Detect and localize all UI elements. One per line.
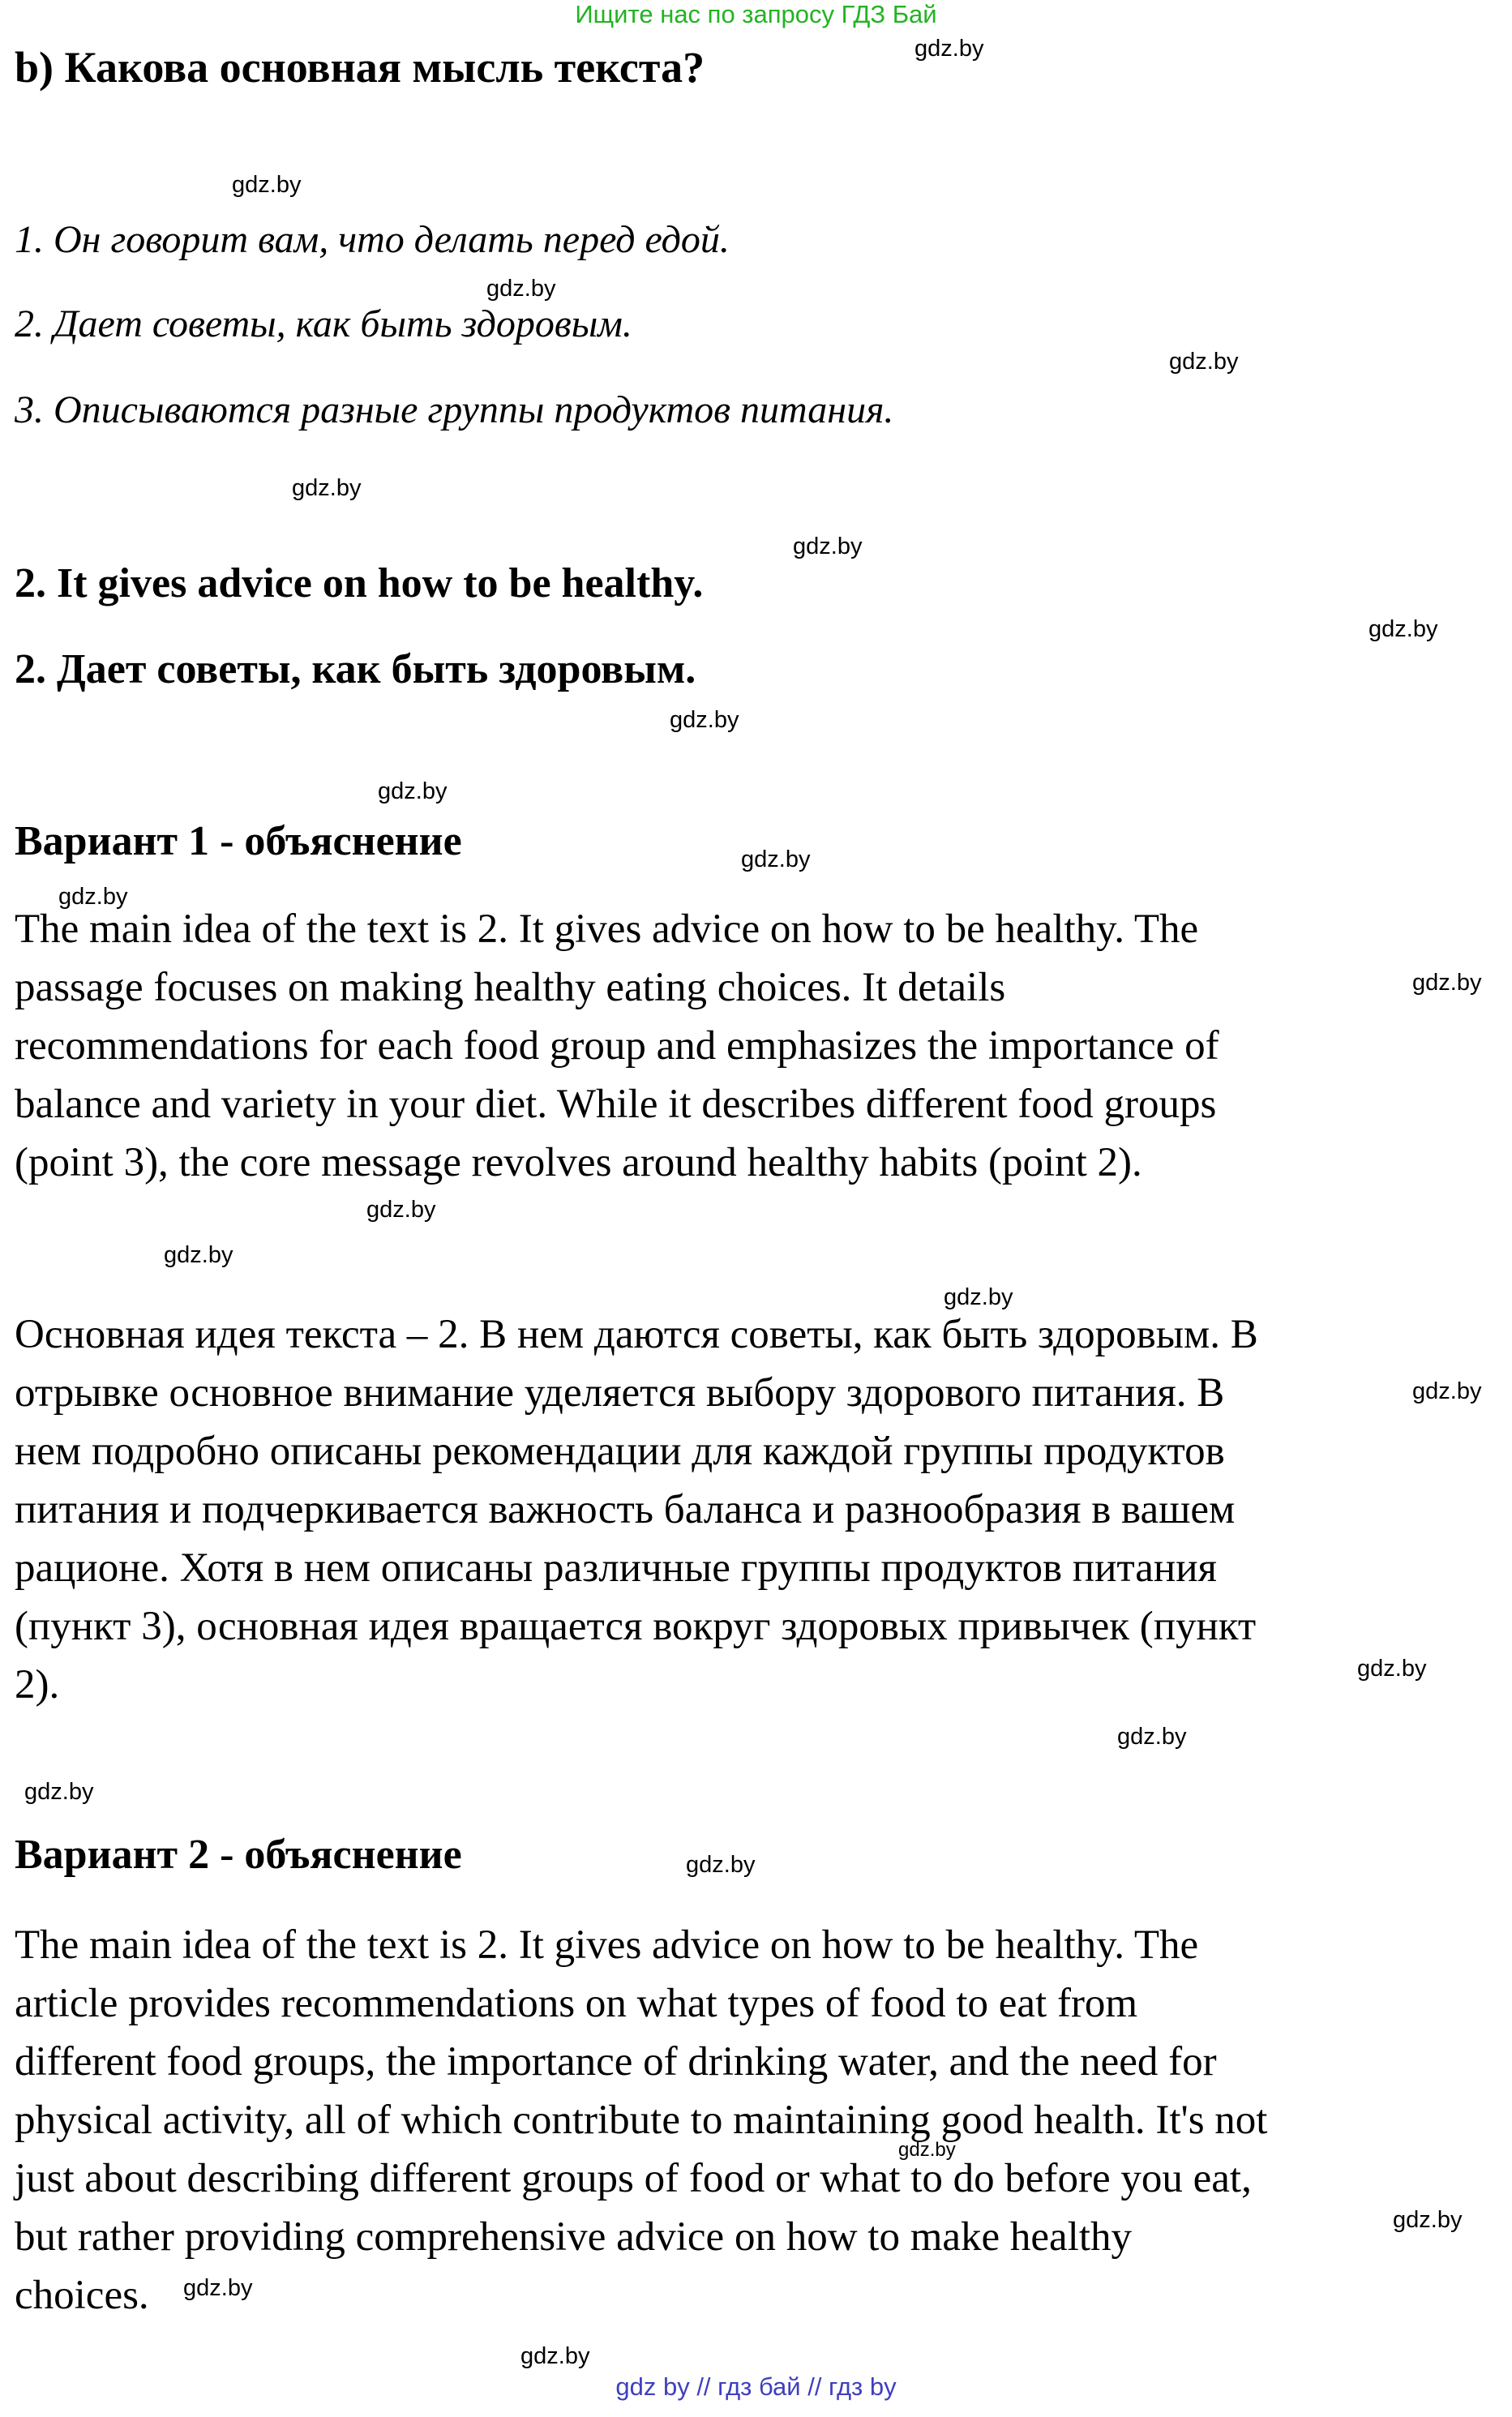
watermark: gdz.by: [944, 1284, 1013, 1310]
question-title: b) Какова основная мысль текста?: [15, 43, 705, 92]
paragraph-line: рационе. Хотя в нем описаны различные группы продуктов питания: [15, 1545, 1217, 1591]
paragraph-line: balance and variety in your diet. While it describes different food groups: [15, 1082, 1217, 1127]
watermark: gdz.by: [164, 1242, 233, 1268]
top-banner[interactable]: Ищите нас по запросу ГДЗ Бай: [575, 0, 937, 28]
paragraph-line: article provides recommendations on what types of food to eat from: [15, 1981, 1138, 2026]
watermark: gdz.by: [520, 2343, 590, 2369]
paragraph-line: (point 3), the core message revolves around healthy habits (point 2).: [15, 1140, 1142, 1185]
watermark: gdz.by: [686, 1852, 756, 1878]
watermark: gdz.by: [292, 475, 362, 501]
paragraph-line: physical activity, all of which contribute to maintaining good health. It's not: [15, 2098, 1268, 2143]
paragraph-line: passage focuses on making healthy eating choices. It details: [15, 965, 1006, 1010]
watermark: gdz.by: [232, 172, 302, 198]
variant1-russian-paragraph: [15, 1305, 1258, 1714]
watermark: gdz.by: [898, 2139, 956, 2161]
watermark: gdz.by: [670, 707, 739, 733]
watermark: gdz.by: [1117, 1724, 1187, 1750]
paragraph-line: The main idea of the text is 2. It gives advice on how to be healthy. The: [15, 906, 1199, 952]
watermark: gdz.by: [378, 778, 448, 804]
watermark: gdz.by: [366, 1197, 436, 1223]
watermark: gdz.by: [58, 884, 128, 910]
paragraph-line: different food groups, the importance of drinking water, and the need for: [15, 2039, 1217, 2085]
paragraph-line: (пункт 3), основная идея вращается вокруг здоровых привычек (пункт: [15, 1604, 1257, 1649]
question-option-2: 2. Дает советы, как быть здоровым.: [15, 302, 632, 345]
question-option-1: 1. Он говорит вам, что делать перед едой.: [15, 218, 730, 261]
variant1-english-paragraph: [15, 900, 1219, 1192]
question-option-3: 3. Описываются разные группы продуктов питания.: [15, 388, 894, 431]
variant2-heading: Вариант 2 - объяснение: [15, 1832, 462, 1878]
watermark: gdz.by: [1393, 2207, 1463, 2233]
answer-english: 2. It gives advice on how to be healthy.: [15, 560, 704, 606]
watermark: gdz.by: [183, 2275, 253, 2301]
watermark: gdz.by: [914, 36, 984, 62]
watermark: gdz.by: [1357, 1656, 1427, 1682]
paragraph-line: recommendations for each food group and emphasizes the importance of: [15, 1023, 1219, 1069]
paragraph-line: питания и подчеркивается важность баланса и разнообразия в вашем: [15, 1487, 1236, 1532]
watermark: gdz.by: [741, 846, 811, 872]
paragraph-line: just about describing different groups of food or what to do before you eat,: [15, 2156, 1252, 2201]
watermark: gdz.by: [1412, 1378, 1482, 1404]
paragraph-line: 2).: [15, 1662, 60, 1708]
watermark: gdz.by: [1369, 616, 1438, 642]
bottom-banner[interactable]: gdz by // гдз бай // гдз by: [615, 2372, 897, 2401]
paragraph-line: Основная идея текста – 2. В нем даются советы, как быть здоровым. В: [15, 1312, 1258, 1357]
watermark: gdz.by: [24, 1779, 94, 1805]
paragraph-line: choices.: [15, 2273, 149, 2318]
paragraph-line: нем подробно описаны рекомендации для каждой группы продуктов: [15, 1429, 1225, 1474]
paragraph-line: отрывке основное внимание уделяется выбору здорового питания. В: [15, 1370, 1225, 1416]
answer-russian: 2. Дает советы, как быть здоровым.: [15, 646, 696, 692]
watermark: gdz.by: [1412, 970, 1482, 996]
paragraph-line: but rather providing comprehensive advice on how to make healthy: [15, 2214, 1132, 2260]
variant1-heading: Вариант 1 - объяснение: [15, 818, 462, 864]
watermark: gdz.by: [1169, 349, 1239, 375]
watermark: gdz.by: [486, 276, 556, 302]
watermark: gdz.by: [793, 534, 863, 559]
paragraph-line: The main idea of the text is 2. It gives advice on how to be healthy. The: [15, 1922, 1199, 1968]
variant2-english-paragraph: [15, 1916, 1267, 2325]
